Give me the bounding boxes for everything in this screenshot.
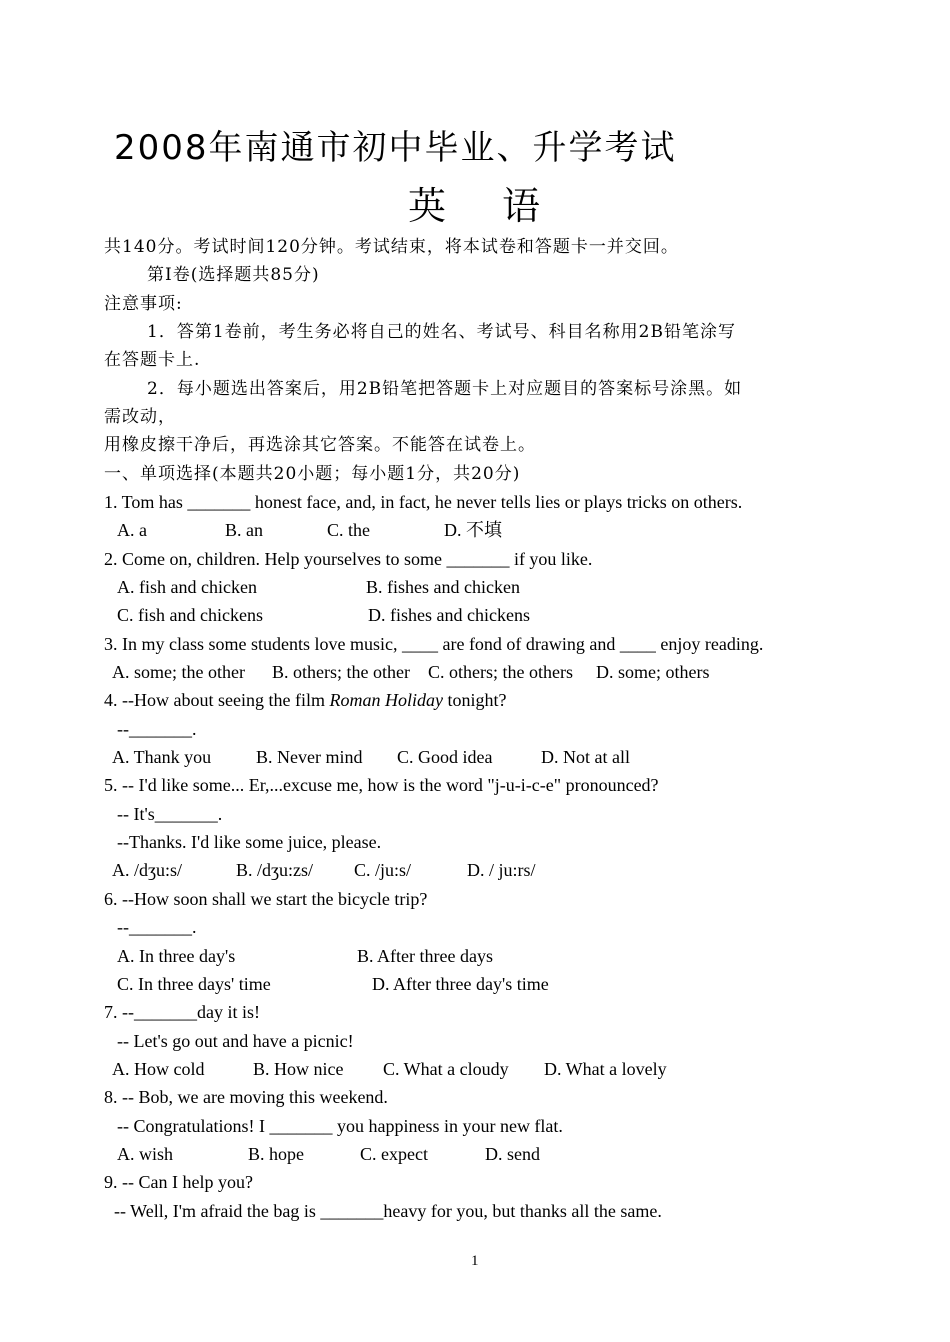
- question-7-reply: -- Let's go out and have a picnic!: [117, 1031, 354, 1051]
- question-8-option-d: D. send: [485, 1144, 540, 1164]
- notice-item-1: 1．答第1卷前，考生务必将自己的姓名、考试号、科目名称用2B铅笔涂写: [147, 322, 736, 342]
- question-8-reply: -- Congratulations! I _______ you happiness in your new flat.: [117, 1116, 563, 1136]
- question-8-stem: 8. -- Bob, we are moving this weekend.: [104, 1087, 388, 1107]
- question-8-option-b: B. hope: [248, 1144, 304, 1164]
- question-2-stem: 2. Come on, children. Help yourselves to some _______ if you like.: [104, 549, 593, 569]
- question-1-option-c: C. the: [327, 520, 370, 540]
- question-6-option-b: B. After three days: [357, 946, 493, 966]
- question-2-option-b: B. fishes and chicken: [366, 577, 520, 597]
- question-1-stem: 1. Tom has _______ honest face, and, in fact, he never tells lies or plays tricks on others.: [104, 492, 743, 512]
- question-5-line-3: --Thanks. I'd like some juice, please.: [117, 832, 382, 852]
- question-3-option-b: B. others; the other: [272, 662, 410, 682]
- question-4-option-c: C. Good idea: [397, 747, 493, 767]
- question-4-stem: [104, 688, 506, 712]
- question-8-option-c: C. expect: [360, 1144, 428, 1164]
- subject-char-1: 英: [408, 184, 447, 228]
- notice-item-2: 2．每小题选出答案后，用2B铅笔把答题卡上对应题目的答案标号涂黑。如: [147, 379, 743, 399]
- question-2-option-c: C. fish and chickens: [117, 605, 263, 625]
- notice-item-2-cont: 需改动，: [104, 407, 176, 427]
- question-7-option-c: C. What a cloudy: [383, 1059, 509, 1079]
- question-7-option-a: A. How cold: [112, 1059, 205, 1079]
- question-7-option-b: B. How nice: [253, 1059, 344, 1079]
- notice-item-1-cont: 在答题卡上.: [104, 350, 201, 370]
- question-8-option-a: A. wish: [117, 1144, 174, 1164]
- question-4-stem-pre: 4. --How about seeing the film: [104, 690, 330, 710]
- question-1-option-a: A. a: [117, 520, 147, 540]
- question-3-option-d: D. some; others: [596, 662, 710, 682]
- notice-heading: 注意事项:: [104, 294, 183, 314]
- question-6-option-a: A. In three day's: [117, 946, 236, 966]
- question-9-stem: 9. -- Can I help you?: [104, 1172, 253, 1192]
- question-7-stem: 7. --_______day it is!: [104, 1002, 260, 1022]
- subject-char-2: 语: [502, 184, 541, 228]
- question-3-stem: 3. In my class some students love music, ____ are fond of drawing and ____ enjoy reading.: [104, 634, 764, 654]
- question-4-stem-post: tonight?: [442, 690, 507, 710]
- question-6-reply: --_______.: [117, 917, 197, 937]
- question-3-option-c: C. others; the others: [428, 662, 573, 682]
- question-5-stem: 5. -- I'd like some... Er,...excuse me, how is the word "j-u-i-c-e" pronounced?: [104, 775, 659, 795]
- question-5-option-a: A. /dʒu:s/: [112, 860, 182, 880]
- question-5-line-2: -- It's_______.: [117, 804, 223, 824]
- question-6-stem: 6. --How soon shall we start the bicycle trip?: [104, 889, 428, 909]
- page-number: 1: [471, 1253, 479, 1269]
- question-1-option-d: D. 不填: [444, 520, 502, 540]
- question-9-reply: -- Well, I'm afraid the bag is _______heavy for you, but thanks all the same.: [114, 1201, 662, 1221]
- question-4-option-d: D. Not at all: [541, 747, 630, 767]
- question-5-option-d: D. / ju:rs/: [467, 860, 536, 880]
- question-5-option-b: B. /dʒu:zs/: [236, 860, 313, 880]
- section-heading: 一、单项选择(本题共20小题；每小题1分，共20分): [104, 464, 521, 484]
- question-5-option-c: C. /ju:s/: [354, 860, 412, 880]
- question-2-option-a: A. fish and chicken: [117, 577, 257, 597]
- question-2-option-d: D. fishes and chickens: [368, 605, 530, 625]
- question-7-option-d: D. What a lovely: [544, 1059, 667, 1079]
- film-title: Roman Holiday: [329, 690, 443, 710]
- exam-title: 2008年南通市初中毕业、升学考试: [114, 128, 677, 168]
- question-3-option-a: A. some; the other: [112, 662, 245, 682]
- question-6-option-c: C. In three days' time: [117, 974, 271, 994]
- notice-item-2-cont2: 用橡皮擦干净后，再选涂其它答案。不能答在试卷上。: [104, 435, 536, 455]
- question-6-option-d: D. After three day's time: [372, 974, 549, 994]
- question-4-option-a: A. Thank you: [112, 747, 212, 767]
- question-4-reply: --_______.: [117, 719, 197, 739]
- exam-info: 共140分。考试时间120分钟。考试结束，将本试卷和答题卡一并交回。: [104, 237, 679, 257]
- question-4-option-b: B. Never mind: [256, 747, 363, 767]
- volume-heading: 第Ⅰ卷(选择题共85分): [147, 265, 320, 285]
- question-1-option-b: B. an: [225, 520, 263, 540]
